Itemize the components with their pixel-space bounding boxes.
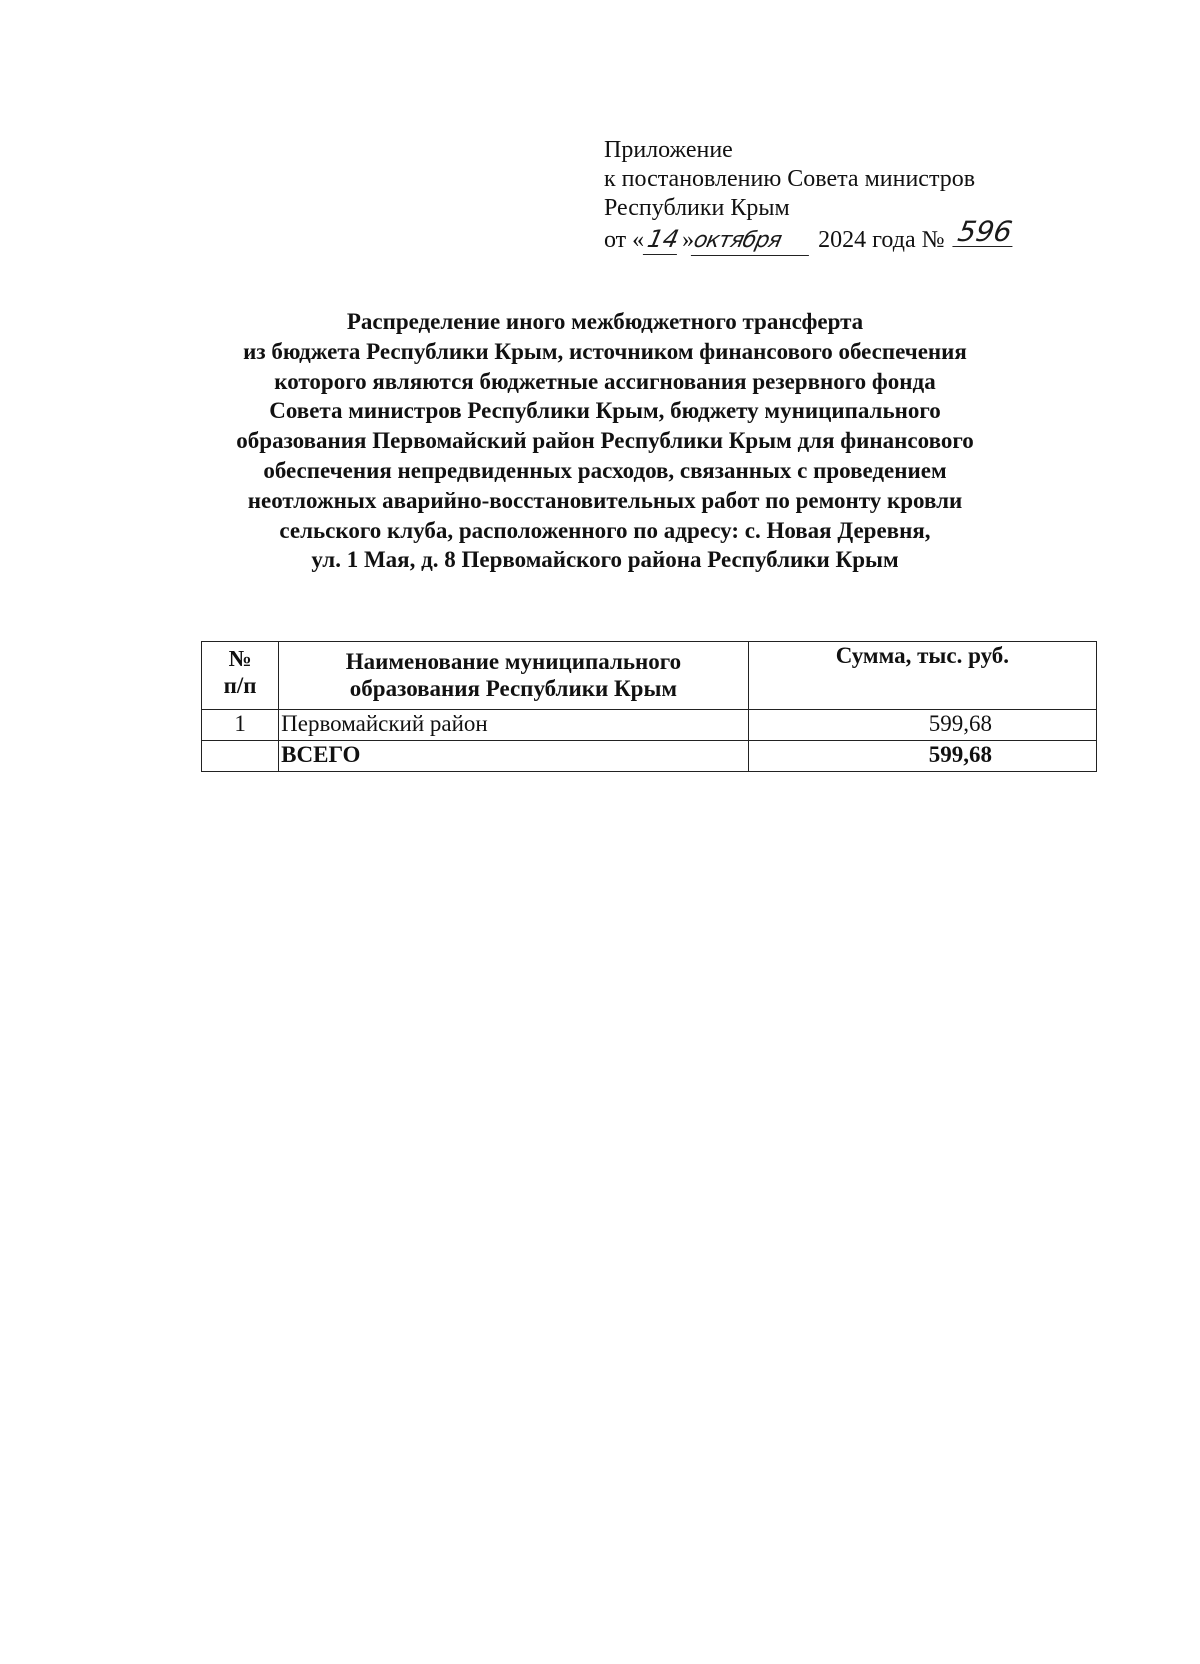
distribution-table <box>201 641 1097 772</box>
header-number <box>202 642 279 710</box>
total-sum: 599,68 <box>748 741 1096 772</box>
title-line: Распределение иного межбюджетного трансферта <box>346 309 864 334</box>
total-number <box>202 741 279 772</box>
row-name: Первомайский район <box>279 710 749 741</box>
appendix-date-line <box>604 215 1164 256</box>
title-line: из бюджета Республики Крым, источником финансового обеспечения <box>243 338 967 364</box>
header-number-pp: п/п <box>223 673 257 698</box>
header-sum: Сумма, тыс. руб. <box>748 642 1096 710</box>
handwritten-day: 14 <box>643 225 683 255</box>
title-line: обеспечения непредвиденных расходов, связанных с проведением <box>263 457 947 483</box>
total-label: ВСЕГО <box>279 741 749 772</box>
header-name-line2: образования Республики Крым <box>349 676 678 701</box>
appendix-republic: Республики Крым <box>604 195 790 221</box>
date-close-quote: » <box>682 227 695 253</box>
title-line: сельского клуба, расположенного по адресу: с. Новая Деревня, <box>279 517 931 543</box>
handwritten-doc-number: 596 <box>952 217 1017 247</box>
table-row <box>202 710 1097 741</box>
table-header-row <box>202 642 1097 710</box>
date-year: 2024 года № <box>818 227 945 253</box>
appendix-label: Приложение <box>604 137 733 163</box>
header-name-line1: Наименование муниципального <box>345 649 682 674</box>
table-total-row <box>202 741 1097 772</box>
title-line: Совета министров Республики Крым, бюджету муниципального <box>269 398 941 424</box>
header-number-sign: № <box>228 646 252 671</box>
date-prefix: от « <box>604 227 645 253</box>
row-number: 1 <box>202 710 279 741</box>
appendix-resolution-ref: к постановлению Совета министров <box>604 166 976 192</box>
header-name <box>279 642 749 710</box>
appendix-header <box>604 136 1164 256</box>
document-title <box>140 307 1070 575</box>
handwritten-month: октября <box>691 226 815 256</box>
title-line: которого являются бюджетные ассигнования резервного фонда <box>274 368 936 394</box>
title-line: неотложных аварийно-восстановительных работ по ремонту кровли <box>247 487 963 513</box>
title-line: образования Первомайский район Республики Крым для финансового <box>236 428 974 454</box>
title-line: ул. 1 Мая, д. 8 Первомайского района Республики Крым <box>311 547 899 573</box>
row-sum: 599,68 <box>748 710 1096 741</box>
